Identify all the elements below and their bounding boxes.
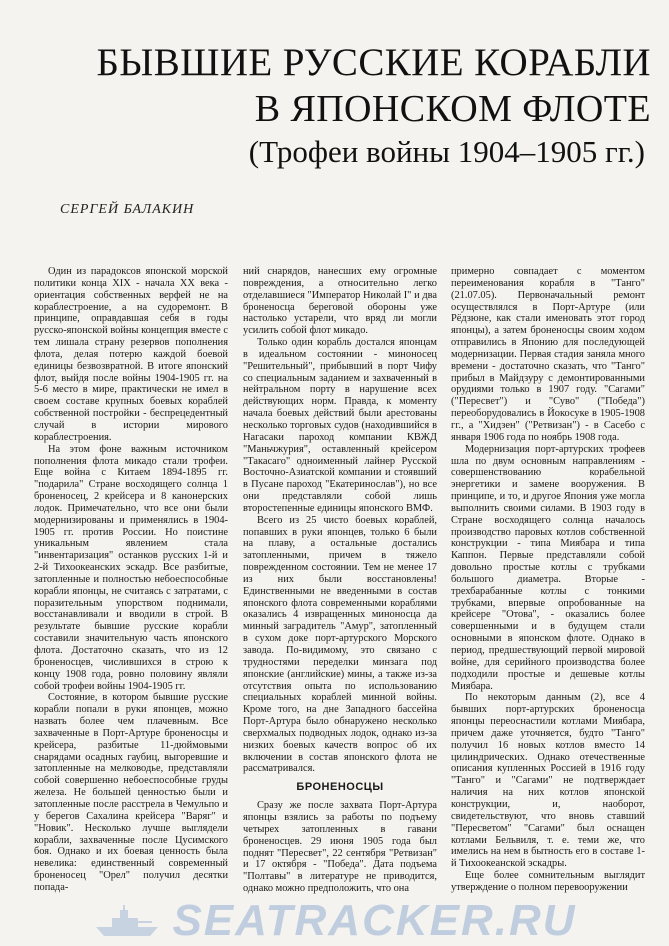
watermark-text: SEATRACKER.RU — [172, 895, 577, 945]
paragraph-continued: примерно совпадает с моментом переименования корабля в "Танго" (21.07.05). Первоначальный ремонт осуществлялся в Порт-Артуре (или Рёдзюне, как стали именовать этот город японцы), а затем броненосцы своим ходом отправились в Японию для последующей модернизации. Первая стадия заняла много времени - достаточно сказать, что "Танго" прибыл в Майдзуру с демонтированными орудиями только в 1907 году. "Сагами" ("Пересвет") и "Суво" ("Победа") переоборудовались в Йокосуке в 1905-1908 гг., а "Хидзен" ("Ретвизан") - в Сасебо с января 1906 года по ноябрь 1908 года. — [451, 266, 645, 443]
paragraph: Сразу же после захвата Порт-Артура японцы взялись за работы по подъему четырех затопленных в гавани броненосцев. 29 июня 1905 года был поднят "Пересвет", 22 сентября "Ретвизан" и 17 октября - "Победа". Дата подъема "Полтавы" в литературе не приводится, однако можно предположить, что она — [243, 800, 437, 895]
paragraph: Всего из 25 чисто боевых кораблей, попавших в руки японцев, только 6 были на плаву, а остальные достались затопленными, причем в тяжело поврежденном состоянии. Тем не менее 17 из них были восстановлены! Единственными не введенными в состав японского флота современными кораблями оказались 4 извращенных миноносца да минный заградитель "Амур", затопленный в сухом доке порт-артурского Морского завода. По-видимому, это связано с трудностями переделки минзага под японские (английские) мины, а также из-за отсутствия опыта по использованию специальных кораблей минной войны. Кроме того, на дне Западного бассейна Порт-Артура было обнаружено несколько сверхмалых подводных лодок, однако из-за низких боевых качеств вопрос об их включении в состав японского флота не рассматривался. — [243, 514, 437, 775]
author-byline: СЕРГЕЙ БАЛАКИН — [60, 202, 195, 217]
title-line-2: В ЯПОНСКОМ ФЛОТЕ — [254, 88, 651, 130]
paragraph-continued: ний снарядов, нанесших ему огромные повреждения, а относительно легко отделавшиеся "Император Николай I" и два броненосца береговой обороны уже настолько устарели, что вряд ли могли усилить собой флот микадо. — [243, 266, 437, 337]
ship-icon — [92, 903, 162, 939]
paragraph: По некоторым данным (2), все 4 бывших порт-артурских броненосца японцы переоснастили котлами Миябара, причем даже уточняется, будто "Танго" получил 16 новых котлов вместо 14 цилиндрических. Однако отечественные описания купленных Россией в 1916 году "Танго" и "Сагами" не подтверждает наличия на них котлов японской конструкции, и, наоборот, свидетельствуют, что вновь ставший "Пересветом" "Сагами" был оснащен котлами Бельвиля, т. е. теми же, что имелись на нем в бытность его в составе 1-й Тихоокеанской эскадры. — [451, 692, 645, 870]
text-column-1 — [34, 266, 228, 906]
text-column-3 — [451, 266, 645, 906]
paragraph: Один из парадоксов японской морской политики конца XIX - начала XX века - ориентация собственных верфей не на кораблестроение, а на судоремонт. В принципе, оправдавшая себя в годы русско-японской войны концепция вместе с тем лишала страну резервов пополнения флота, делая потерю каждой боевой единицы безвозвратной. В итоге японский флот, выйдя после войны 1904-1905 гг. на 5-6 место в мире, практически не имел в своем составе крупных боевых кораблей собственной постройки - беспрецедентный случай в истории мирового кораблестроения. — [34, 266, 228, 443]
site-watermark — [0, 895, 669, 946]
section-heading-battleships: БРОНЕНОСЦЫ — [296, 781, 384, 794]
text-column-2 — [243, 266, 437, 906]
article-header — [36, 40, 651, 172]
paragraph: Состояние, в котором бывшие русские корабли попали в руки японцев, можно назвать более чем плачевным. Все захваченные в Порт-Артуре броненосцы и крейсера, разбитые 11-дюймовыми снарядами осадных гаубиц, выгоревшие и затопленные на мелководье, представляли собой совершенно небоеспособные груды железа. Не большей ценностью были и затопленные после расстрела в Чемульпо и у берегов Сахалина крейсера "Варяг" и "Новик". Несколько лучше выглядели корабли, захваченные после Цусимского боя. Однако и их боевая ценность была невелика: единственный современный броненосец "Орел" получил десятки попада- — [34, 692, 228, 893]
title-line-1: БЫВШИЕ РУССКИЕ КОРАБЛИ — [96, 41, 651, 84]
paragraph: Модернизация порт-артурских трофеев шла по двум основным направлениям - совершенствованию корабельной энергетики и замене вооружения. В принципе, и то, и другое Япония уже могла выполнить своими силами. В 1903 году в Стране восходящего солнца началось производство паровых котлов собственной конструкции - типа Миябара и типа Каппон. Первые представляли собой довольно простые котлы с трубками большого диаметра. Вторые - трехбарабанные котлы с тонкими трубками, впервые опробованные на крейсере "Отова", - оказались более совершенными и в будущем стали основными в японском флоте. Однако в период, предшествующий первой мировой войне, для серийного производства более подходили простые и дешевые котлы Миябара. — [451, 443, 645, 692]
subtitle: (Трофеи войны 1904–1905 гг.) — [248, 134, 645, 169]
paragraph: На этом фоне важным источником пополнения флота микадо стали трофеи. Еще война с Китаем 1894-1895 гг. "подарила" Стране восходящего солнца 1 броненосец, 2 крейсера и 8 канонерских лодок. Примечательно, что все они были модернизированы и применялись в 1904-1905 гг. против России. Но поистине уникальным явлением стала "инвентаризация" останков русских 1-й и 2-й Тихоокеанских эскадр. Все разбитые, затопленные и полностью небоеспособные корабли японцы, не считаясь с затратами, с поразительным упорством поднимали, восстанавливали и вводили в строй. В результате бывшие русские корабли составили значительную часть японского флота. Достаточно сказать, что из 12 броненосцев, числившихся в строю к концу 1908 года, ровно половину являли собой трофеи войны 1904-1905 гг. — [34, 443, 228, 692]
paragraph: Еще более сомнительным выглядит утверждение о полном перевооружении — [451, 870, 645, 893]
paragraph: Только один корабль достался японцам в идеальном состоянии - миноносец "Решительный", прибывший в порт Чифу со специальным заданием и захваченный в нейтральном порту в нарушение всех действующих норм. Правда, к моменту начала боевых действий были арестованы несколько торговых судов (находившийся в Нагасаки пароход компании КВЖД "Маньчжурия", оставленный крейсером "Такасаго" одноименный лайнер Русской Восточно-Азиатской компании и стоявший в Пусане пароход "Екатеринослав"), но все они представляли собой лишь второстепенные единицы японского ВМФ. — [243, 337, 437, 514]
